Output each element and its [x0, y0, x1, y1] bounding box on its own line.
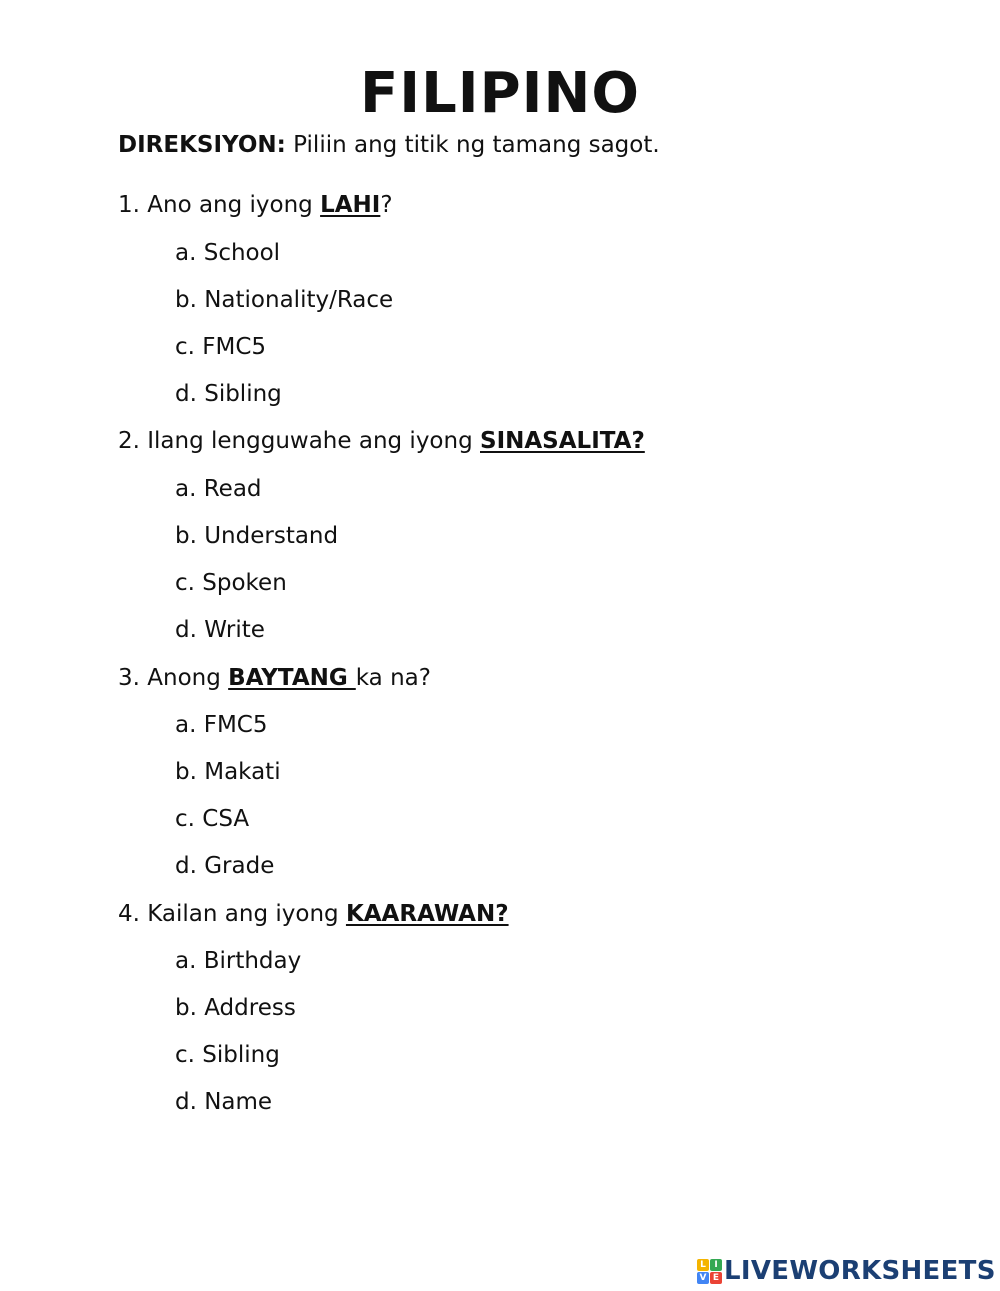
- logo-mark-tile-3: V: [697, 1272, 709, 1284]
- logo-mark-tile-4: E: [710, 1272, 722, 1284]
- question-4-keyword: KAARAWAN?: [345, 901, 509, 927]
- question-1-suffix: ?: [380, 192, 393, 218]
- question-2-option-b[interactable]: b. Understand: [175, 523, 339, 549]
- question-2-option-d[interactable]: d. Write: [175, 617, 265, 643]
- question-3-keyword: BAYTANG: [228, 665, 356, 691]
- question-1-option-c[interactable]: c. FMC5: [175, 334, 267, 360]
- directions-text: Piliin ang titik ng tamang sagot.: [285, 132, 660, 158]
- question-4-option-a[interactable]: a. Birthday: [175, 948, 302, 974]
- question-2-option-a[interactable]: a. Read: [175, 476, 262, 502]
- question-1: [118, 190, 393, 220]
- page-title: FILIPINO: [360, 61, 640, 126]
- question-3-option-c[interactable]: c. CSA: [175, 806, 250, 832]
- question-1-prefix: 1. Ano ang iyong: [118, 192, 321, 218]
- question-3: [118, 663, 431, 693]
- question-3-prefix: 3. Anong: [118, 665, 229, 691]
- question-4-prefix: 4. Kailan ang iyong: [118, 901, 346, 927]
- directions: [118, 130, 660, 160]
- question-3-option-b[interactable]: b. Makati: [175, 759, 281, 785]
- logo-mark-tile-1: L: [697, 1259, 709, 1271]
- logo-mark-tile-2: I: [710, 1259, 722, 1271]
- question-1-option-a[interactable]: a. School: [175, 240, 281, 266]
- question-1-option-d[interactable]: d. Sibling: [175, 381, 282, 407]
- liveworksheets-logo: [697, 1255, 996, 1287]
- question-1-option-b[interactable]: b. Nationality/Race: [175, 287, 394, 313]
- liveworksheets-logo-icon: [697, 1259, 722, 1284]
- question-2-option-c[interactable]: c. Spoken: [175, 570, 287, 596]
- question-2-prefix: 2. Ilang lengguwahe ang iyong: [118, 428, 480, 454]
- question-3-suffix: ka na?: [355, 665, 431, 691]
- question-2-keyword: SINASALITA?: [480, 428, 645, 454]
- logo-text: LIVEWORKSHEETS: [724, 1256, 996, 1286]
- question-3-option-d[interactable]: d. Grade: [175, 853, 275, 879]
- question-4-option-c[interactable]: c. Sibling: [175, 1042, 280, 1068]
- question-4: [118, 899, 509, 929]
- question-4-option-d[interactable]: d. Name: [175, 1089, 273, 1115]
- question-3-option-a[interactable]: a. FMC5: [175, 712, 268, 738]
- question-2: [118, 426, 645, 456]
- question-1-keyword: LAHI: [320, 192, 381, 218]
- directions-label: DIREKSIYON:: [118, 132, 286, 158]
- question-4-option-b[interactable]: b. Address: [175, 995, 296, 1021]
